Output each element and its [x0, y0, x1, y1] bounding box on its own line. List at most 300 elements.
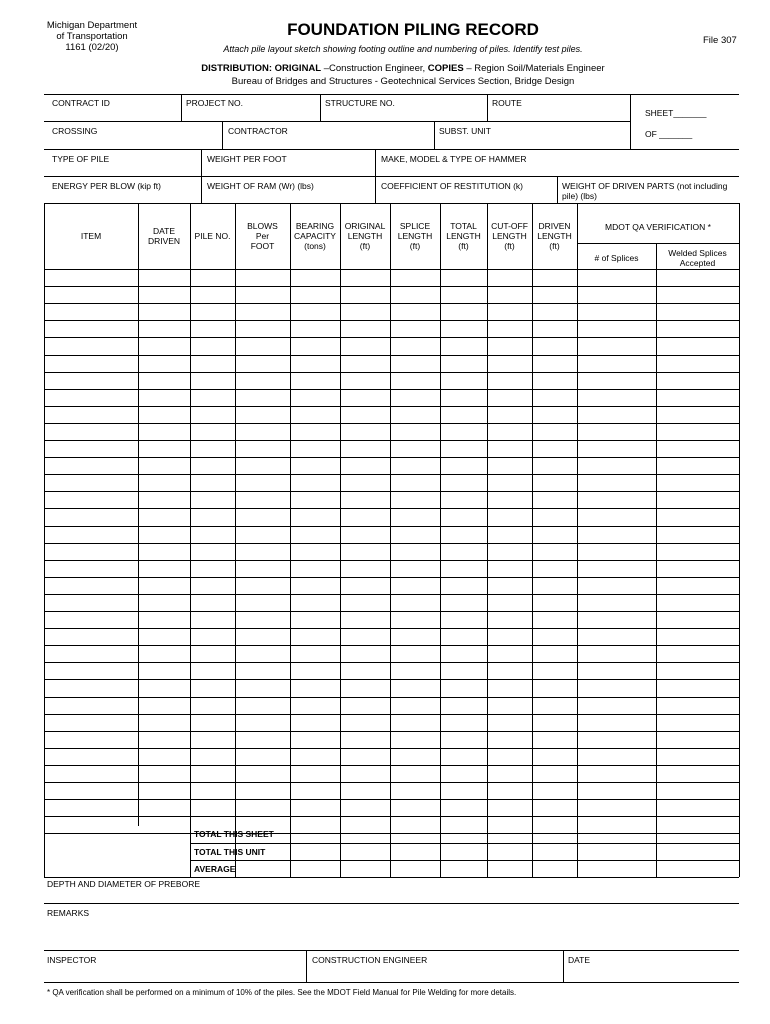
table-cell[interactable] [533, 680, 577, 696]
table-cell[interactable] [191, 663, 235, 679]
table-cell[interactable] [488, 612, 532, 628]
table-cell[interactable] [139, 544, 190, 560]
table-cell[interactable] [488, 424, 532, 440]
table-cell[interactable] [291, 373, 340, 389]
table-cell[interactable] [236, 715, 290, 731]
table-cell[interactable] [45, 492, 138, 508]
table-cell[interactable] [533, 287, 577, 303]
table-cell[interactable] [578, 766, 656, 782]
table-cell[interactable] [441, 544, 487, 560]
table-cell[interactable] [341, 338, 390, 354]
table-cell[interactable] [139, 458, 190, 474]
table-cell[interactable] [578, 458, 656, 474]
table-cell[interactable] [139, 578, 190, 594]
table-cell[interactable] [488, 561, 532, 577]
table-cell[interactable] [139, 680, 190, 696]
table-cell[interactable] [341, 561, 390, 577]
table-cell[interactable] [488, 458, 532, 474]
table-cell[interactable] [341, 783, 390, 799]
table-cell[interactable] [45, 749, 138, 765]
table-cell[interactable] [236, 646, 290, 662]
weight-per-foot-field[interactable]: WEIGHT PER FOOT [207, 154, 287, 164]
table-cell[interactable] [139, 783, 190, 799]
table-cell[interactable] [45, 390, 138, 406]
table-cell[interactable] [291, 441, 340, 457]
table-cell[interactable] [191, 595, 235, 611]
table-cell[interactable] [441, 475, 487, 491]
sheet-of-field[interactable]: OF _______ [645, 129, 693, 139]
table-cell[interactable] [45, 544, 138, 560]
table-cell[interactable] [236, 698, 290, 714]
table-cell[interactable] [45, 424, 138, 440]
table-cell[interactable] [533, 424, 577, 440]
table-cell[interactable] [391, 356, 440, 372]
table-cell[interactable] [236, 424, 290, 440]
table-cell[interactable] [291, 783, 340, 799]
table-cell[interactable] [391, 390, 440, 406]
table-cell[interactable] [139, 817, 190, 833]
table-cell[interactable] [578, 287, 656, 303]
table-cell[interactable] [657, 475, 739, 491]
inspector-field[interactable]: INSPECTOR [47, 955, 97, 965]
table-cell[interactable] [657, 766, 739, 782]
table-cell[interactable] [391, 270, 440, 286]
table-cell[interactable] [578, 749, 656, 765]
table-cell[interactable] [391, 595, 440, 611]
table-cell[interactable] [191, 561, 235, 577]
table-cell[interactable] [578, 441, 656, 457]
table-cell[interactable] [441, 698, 487, 714]
table-cell[interactable] [291, 407, 340, 423]
project-no-field[interactable]: PROJECT NO. [186, 98, 243, 108]
table-cell[interactable] [45, 356, 138, 372]
table-cell[interactable] [657, 304, 739, 320]
table-cell[interactable] [441, 646, 487, 662]
table-cell[interactable] [341, 766, 390, 782]
table-cell[interactable] [578, 338, 656, 354]
table-cell[interactable] [533, 800, 577, 816]
table-cell[interactable] [488, 800, 532, 816]
table-cell[interactable] [139, 749, 190, 765]
coefficient-field[interactable]: COEFFICIENT OF RESTITUTION (k) [381, 181, 523, 191]
sheet-field[interactable]: SHEET_______ [645, 108, 707, 118]
table-cell[interactable] [533, 629, 577, 645]
table-cell[interactable] [391, 509, 440, 525]
table-cell[interactable] [391, 732, 440, 748]
table-cell[interactable] [657, 612, 739, 628]
table-cell[interactable] [657, 732, 739, 748]
table-cell[interactable] [488, 544, 532, 560]
table-cell[interactable] [441, 578, 487, 594]
table-cell[interactable] [657, 817, 739, 833]
table-cell[interactable] [341, 646, 390, 662]
table-cell[interactable] [45, 663, 138, 679]
table-cell[interactable] [45, 373, 138, 389]
table-cell[interactable] [341, 509, 390, 525]
table-cell[interactable] [657, 783, 739, 799]
table-cell[interactable] [45, 612, 138, 628]
table-cell[interactable] [657, 715, 739, 731]
table-cell[interactable] [657, 321, 739, 337]
table-cell[interactable] [578, 595, 656, 611]
type-of-pile-field[interactable]: TYPE OF PILE [52, 154, 110, 164]
table-cell[interactable] [488, 629, 532, 645]
table-cell[interactable] [441, 321, 487, 337]
table-cell[interactable] [578, 646, 656, 662]
table-cell[interactable] [657, 646, 739, 662]
route-field[interactable]: ROUTE [492, 98, 522, 108]
table-cell[interactable] [341, 663, 390, 679]
table-cell[interactable] [657, 270, 739, 286]
table-cell[interactable] [191, 492, 235, 508]
table-cell[interactable] [533, 663, 577, 679]
table-cell[interactable] [191, 458, 235, 474]
table-cell[interactable] [139, 287, 190, 303]
table-cell[interactable] [488, 287, 532, 303]
table-cell[interactable] [488, 390, 532, 406]
table-cell[interactable] [191, 338, 235, 354]
table-cell[interactable] [291, 680, 340, 696]
table-cell[interactable] [291, 509, 340, 525]
table-cell[interactable] [441, 407, 487, 423]
table-cell[interactable] [236, 270, 290, 286]
table-cell[interactable] [236, 356, 290, 372]
table-cell[interactable] [441, 715, 487, 731]
table-cell[interactable] [139, 373, 190, 389]
table-cell[interactable] [391, 715, 440, 731]
table-cell[interactable] [441, 424, 487, 440]
table-cell[interactable] [391, 304, 440, 320]
table-cell[interactable] [657, 800, 739, 816]
table-cell[interactable] [391, 663, 440, 679]
table-cell[interactable] [657, 544, 739, 560]
table-cell[interactable] [657, 424, 739, 440]
table-cell[interactable] [533, 612, 577, 628]
table-cell[interactable] [341, 800, 390, 816]
table-cell[interactable] [291, 544, 340, 560]
table-cell[interactable] [341, 407, 390, 423]
table-cell[interactable] [657, 595, 739, 611]
table-cell[interactable] [488, 509, 532, 525]
table-cell[interactable] [441, 373, 487, 389]
table-cell[interactable] [291, 749, 340, 765]
table-cell[interactable] [533, 527, 577, 543]
table-cell[interactable] [236, 304, 290, 320]
table-cell[interactable] [657, 458, 739, 474]
table-cell[interactable] [391, 766, 440, 782]
table-cell[interactable] [291, 338, 340, 354]
table-cell[interactable] [578, 629, 656, 645]
prebore-field[interactable]: DEPTH AND DIAMETER OF PREBORE [47, 879, 201, 889]
table-cell[interactable] [291, 817, 340, 833]
table-cell[interactable] [341, 356, 390, 372]
table-cell[interactable] [291, 800, 340, 816]
table-cell[interactable] [236, 663, 290, 679]
table-cell[interactable] [533, 509, 577, 525]
table-cell[interactable] [236, 612, 290, 628]
table-cell[interactable] [191, 407, 235, 423]
table-cell[interactable] [391, 441, 440, 457]
table-cell[interactable] [441, 492, 487, 508]
table-cell[interactable] [391, 492, 440, 508]
table-cell[interactable] [139, 424, 190, 440]
table-cell[interactable] [291, 698, 340, 714]
table-cell[interactable] [191, 527, 235, 543]
table-cell[interactable] [139, 475, 190, 491]
table-cell[interactable] [191, 800, 235, 816]
table-cell[interactable] [578, 561, 656, 577]
table-cell[interactable] [191, 373, 235, 389]
contractor-field[interactable]: CONTRACTOR [228, 126, 288, 136]
table-cell[interactable] [341, 578, 390, 594]
table-cell[interactable] [45, 766, 138, 782]
table-cell[interactable] [578, 783, 656, 799]
table-cell[interactable] [533, 441, 577, 457]
table-cell[interactable] [657, 527, 739, 543]
table-cell[interactable] [291, 595, 340, 611]
table-cell[interactable] [236, 800, 290, 816]
table-cell[interactable] [657, 749, 739, 765]
construction-engineer-field[interactable]: CONSTRUCTION ENGINEER [312, 955, 428, 965]
table-cell[interactable] [236, 544, 290, 560]
table-cell[interactable] [45, 441, 138, 457]
table-cell[interactable] [533, 578, 577, 594]
table-cell[interactable] [441, 629, 487, 645]
table-cell[interactable] [191, 544, 235, 560]
table-cell[interactable] [533, 698, 577, 714]
crossing-field[interactable]: CROSSING [52, 126, 98, 136]
table-cell[interactable] [391, 561, 440, 577]
table-cell[interactable] [533, 390, 577, 406]
table-cell[interactable] [341, 424, 390, 440]
table-cell[interactable] [191, 629, 235, 645]
table-cell[interactable] [191, 612, 235, 628]
table-cell[interactable] [441, 561, 487, 577]
table-cell[interactable] [236, 475, 290, 491]
table-cell[interactable] [441, 356, 487, 372]
table-cell[interactable] [139, 732, 190, 748]
table-cell[interactable] [533, 544, 577, 560]
table-cell[interactable] [45, 783, 138, 799]
table-cell[interactable] [236, 578, 290, 594]
table-cell[interactable] [488, 338, 532, 354]
table-cell[interactable] [291, 356, 340, 372]
table-cell[interactable] [45, 509, 138, 525]
table-cell[interactable] [341, 441, 390, 457]
table-cell[interactable] [139, 270, 190, 286]
table-cell[interactable] [391, 458, 440, 474]
table-cell[interactable] [191, 698, 235, 714]
table-cell[interactable] [533, 749, 577, 765]
table-cell[interactable] [578, 732, 656, 748]
table-cell[interactable] [488, 663, 532, 679]
table-cell[interactable] [533, 373, 577, 389]
table-cell[interactable] [341, 492, 390, 508]
table-cell[interactable] [533, 766, 577, 782]
table-cell[interactable] [45, 732, 138, 748]
table-cell[interactable] [45, 578, 138, 594]
table-cell[interactable] [291, 475, 340, 491]
table-cell[interactable] [45, 629, 138, 645]
table-cell[interactable] [488, 595, 532, 611]
table-cell[interactable] [45, 527, 138, 543]
table-cell[interactable] [236, 338, 290, 354]
table-cell[interactable] [139, 390, 190, 406]
table-cell[interactable] [341, 475, 390, 491]
table-cell[interactable] [341, 527, 390, 543]
table-cell[interactable] [533, 595, 577, 611]
table-cell[interactable] [341, 612, 390, 628]
table-cell[interactable] [391, 475, 440, 491]
table-cell[interactable] [533, 561, 577, 577]
table-cell[interactable] [291, 270, 340, 286]
table-cell[interactable] [291, 629, 340, 645]
date-signature-field[interactable]: DATE [568, 955, 591, 965]
table-cell[interactable] [578, 356, 656, 372]
table-cell[interactable] [139, 629, 190, 645]
table-cell[interactable] [488, 732, 532, 748]
table-cell[interactable] [139, 321, 190, 337]
table-cell[interactable] [291, 287, 340, 303]
remarks-field[interactable]: REMARKS [47, 908, 90, 918]
table-cell[interactable] [657, 356, 739, 372]
structure-no-field[interactable]: STRUCTURE NO. [325, 98, 395, 108]
table-cell[interactable] [341, 595, 390, 611]
table-cell[interactable] [578, 475, 656, 491]
table-cell[interactable] [488, 783, 532, 799]
table-cell[interactable] [578, 800, 656, 816]
table-cell[interactable] [139, 715, 190, 731]
table-cell[interactable] [441, 287, 487, 303]
table-cell[interactable] [139, 698, 190, 714]
table-cell[interactable] [139, 407, 190, 423]
energy-per-blow-field[interactable]: ENERGY PER BLOW (kip ft) [52, 181, 161, 191]
table-cell[interactable] [139, 612, 190, 628]
table-cell[interactable] [578, 715, 656, 731]
table-cell[interactable] [391, 407, 440, 423]
table-cell[interactable] [236, 527, 290, 543]
table-cell[interactable] [657, 407, 739, 423]
table-cell[interactable] [441, 732, 487, 748]
table-cell[interactable] [236, 561, 290, 577]
table-cell[interactable] [236, 629, 290, 645]
table-cell[interactable] [488, 321, 532, 337]
table-cell[interactable] [533, 321, 577, 337]
table-cell[interactable] [139, 646, 190, 662]
table-cell[interactable] [578, 304, 656, 320]
table-cell[interactable] [578, 509, 656, 525]
table-cell[interactable] [657, 561, 739, 577]
table-cell[interactable] [533, 732, 577, 748]
table-cell[interactable] [441, 338, 487, 354]
table-cell[interactable] [45, 407, 138, 423]
table-cell[interactable] [341, 715, 390, 731]
table-cell[interactable] [488, 304, 532, 320]
table-cell[interactable] [441, 527, 487, 543]
table-cell[interactable] [578, 390, 656, 406]
table-cell[interactable] [191, 270, 235, 286]
table-cell[interactable] [391, 544, 440, 560]
subst-unit-field[interactable]: SUBST. UNIT [439, 126, 491, 136]
table-cell[interactable] [441, 800, 487, 816]
table-cell[interactable] [45, 475, 138, 491]
table-cell[interactable] [441, 749, 487, 765]
table-cell[interactable] [236, 441, 290, 457]
table-cell[interactable] [657, 698, 739, 714]
table-cell[interactable] [45, 646, 138, 662]
table-cell[interactable] [441, 458, 487, 474]
table-cell[interactable] [341, 390, 390, 406]
table-cell[interactable] [391, 338, 440, 354]
table-cell[interactable] [391, 578, 440, 594]
table-cell[interactable] [578, 663, 656, 679]
table-cell[interactable] [441, 680, 487, 696]
table-cell[interactable] [488, 817, 532, 833]
table-cell[interactable] [291, 766, 340, 782]
table-cell[interactable] [578, 424, 656, 440]
table-cell[interactable] [191, 390, 235, 406]
table-cell[interactable] [45, 287, 138, 303]
table-cell[interactable] [533, 304, 577, 320]
table-cell[interactable] [45, 698, 138, 714]
table-cell[interactable] [236, 458, 290, 474]
table-cell[interactable] [657, 663, 739, 679]
table-cell[interactable] [236, 680, 290, 696]
table-cell[interactable] [488, 356, 532, 372]
table-cell[interactable] [236, 766, 290, 782]
table-cell[interactable] [341, 373, 390, 389]
table-cell[interactable] [578, 270, 656, 286]
table-cell[interactable] [657, 287, 739, 303]
table-cell[interactable] [291, 458, 340, 474]
table-cell[interactable] [657, 373, 739, 389]
table-cell[interactable] [341, 458, 390, 474]
table-cell[interactable] [533, 715, 577, 731]
table-cell[interactable] [291, 732, 340, 748]
table-cell[interactable] [45, 680, 138, 696]
table-cell[interactable] [291, 612, 340, 628]
table-cell[interactable] [441, 270, 487, 286]
table-cell[interactable] [488, 698, 532, 714]
table-cell[interactable] [291, 561, 340, 577]
table-cell[interactable] [533, 817, 577, 833]
table-cell[interactable] [236, 732, 290, 748]
table-cell[interactable] [139, 595, 190, 611]
table-cell[interactable] [578, 373, 656, 389]
table-cell[interactable] [236, 321, 290, 337]
table-cell[interactable] [291, 321, 340, 337]
table-cell[interactable] [341, 304, 390, 320]
table-cell[interactable] [291, 390, 340, 406]
table-cell[interactable] [45, 270, 138, 286]
contract-id-field[interactable]: CONTRACT ID [52, 98, 110, 108]
table-cell[interactable] [657, 492, 739, 508]
table-cell[interactable] [45, 817, 138, 833]
table-cell[interactable] [488, 492, 532, 508]
table-cell[interactable] [139, 561, 190, 577]
weight-of-ram-field[interactable]: WEIGHT OF RAM (Wr) (lbs) [207, 181, 314, 191]
table-cell[interactable] [533, 270, 577, 286]
table-cell[interactable] [441, 783, 487, 799]
table-cell[interactable] [291, 304, 340, 320]
table-cell[interactable] [441, 612, 487, 628]
table-cell[interactable] [139, 356, 190, 372]
table-cell[interactable] [441, 441, 487, 457]
table-cell[interactable] [341, 732, 390, 748]
table-cell[interactable] [191, 715, 235, 731]
table-cell[interactable] [578, 407, 656, 423]
table-cell[interactable] [578, 527, 656, 543]
